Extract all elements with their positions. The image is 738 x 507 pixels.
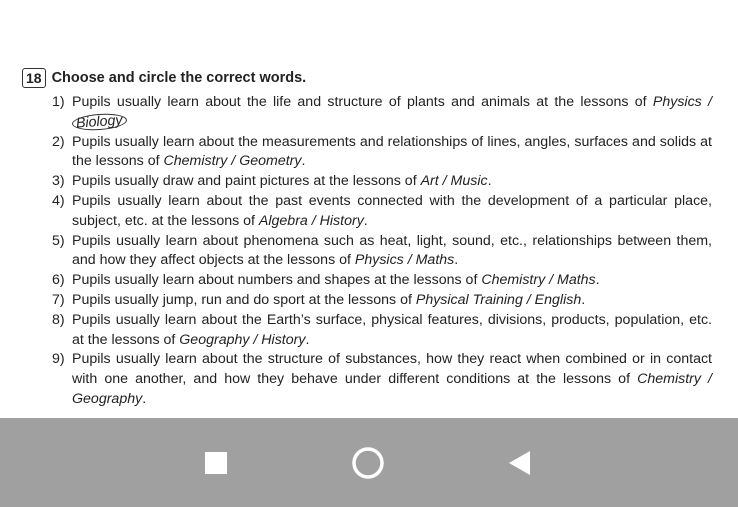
option-separator: / [249,331,262,348]
option-separator: / [227,153,240,170]
item-number: 5) [52,232,65,249]
answer-options [416,292,581,308]
item-text: Pupils usually draw and paint pictures at the lessons of [72,173,421,190]
answer-option[interactable]: Music [450,173,488,190]
exercise-item [22,271,712,291]
option-separator: / [700,371,712,388]
item-text: Pupils usually learn about the measurements and relationships of lines, angles, surfaces and solids at the lessons of [72,133,712,170]
option-separator: / [307,212,320,229]
option-separator: / [403,252,416,269]
answer-option[interactable]: Maths [415,252,455,269]
triangle-back-icon [506,449,532,477]
option-separator: / [701,94,712,110]
item-text: Pupils usually learn about the structure of substances, how they react when combined or in contact with one another, and how they behave under different conditions at the lessons of [72,351,712,388]
answer-option[interactable]: Chemistry [163,153,228,170]
item-text: Pupils usually jump, run and do sport at the lessons of [72,291,416,308]
exercise-item [22,93,712,133]
item-number: 4) [52,192,65,209]
exercise-item [22,232,712,272]
item-text: Pupils usually learn about numbers and shapes at the lessons of [72,272,482,289]
square-icon [204,451,228,475]
item-text: Pupils usually learn about the life and structure of plants and animals at the lessons of [72,94,653,110]
circle-icon [351,446,385,480]
exercise-number: 18 [22,68,46,88]
item-punctuation: . [454,252,459,269]
exercise-items [22,93,712,410]
option-separator: / [438,173,451,190]
item-number: 2) [52,133,65,150]
item-punctuation: . [305,331,310,348]
item-punctuation: . [595,272,600,289]
item-punctuation: . [363,212,368,229]
answer-options [481,272,595,288]
answer-option[interactable]: History [319,212,364,229]
circled-answer-option[interactable]: Biology [72,112,128,132]
item-text: Pupils usually learn about the past events connected with the development of a particular place, subject, etc. at the lessons of [72,192,712,229]
answer-option[interactable]: Physics [652,94,702,110]
option-separator: / [522,291,535,308]
item-number: 7) [52,291,65,308]
exercise-item [22,192,712,232]
home-button[interactable] [343,438,393,488]
answer-option[interactable]: Chemistry [481,272,546,289]
answer-option[interactable]: Physical Training [415,291,523,308]
item-text: Pupils usually learn about phenomena such as heat, light, sound, etc., relationships between them, and how they affect objects at the lessons of [72,232,712,269]
answer-option[interactable]: Geometry [239,153,302,170]
answer-options [179,332,305,348]
exercise-header [22,66,712,90]
answer-option[interactable]: Geography [179,331,250,348]
answer-options [164,153,302,169]
item-punctuation: . [487,173,492,190]
exercise-title: Choose and circle the correct words. [51,70,307,86]
answer-options [355,252,454,268]
answer-option[interactable]: Algebra [258,212,308,229]
answer-options [421,173,488,189]
exercise-item [22,291,712,311]
exercise-item [22,133,712,173]
item-punctuation: . [301,153,306,170]
item-number: 1) [52,94,65,110]
item-text: Pupils usually learn about the Earth’s surface, physical features, divisions, products, population, etc. at the lessons of [72,311,712,348]
answer-option[interactable]: Geography [72,390,143,407]
answer-option[interactable]: Art [420,173,439,190]
back-button[interactable] [494,438,544,488]
item-number: 8) [52,311,65,328]
exercise-item [22,350,712,409]
answer-option[interactable]: Physics [354,252,404,269]
option-separator: / [545,272,558,289]
answer-option[interactable]: English [534,291,582,308]
item-punctuation: . [581,291,586,308]
exercise-18 [22,66,712,410]
item-punctuation: . [142,390,147,407]
answer-options [259,213,364,229]
item-number: 9) [52,351,65,368]
exercise-item [22,172,712,192]
answer-option[interactable]: Chemistry [637,371,701,388]
item-number: 6) [52,272,65,289]
exercise-item [22,311,712,351]
answer-option[interactable]: Maths [557,272,596,289]
recents-button[interactable] [191,438,241,488]
answer-option[interactable]: History [261,331,306,348]
item-number: 3) [52,173,65,190]
android-navigation-bar [0,418,738,507]
